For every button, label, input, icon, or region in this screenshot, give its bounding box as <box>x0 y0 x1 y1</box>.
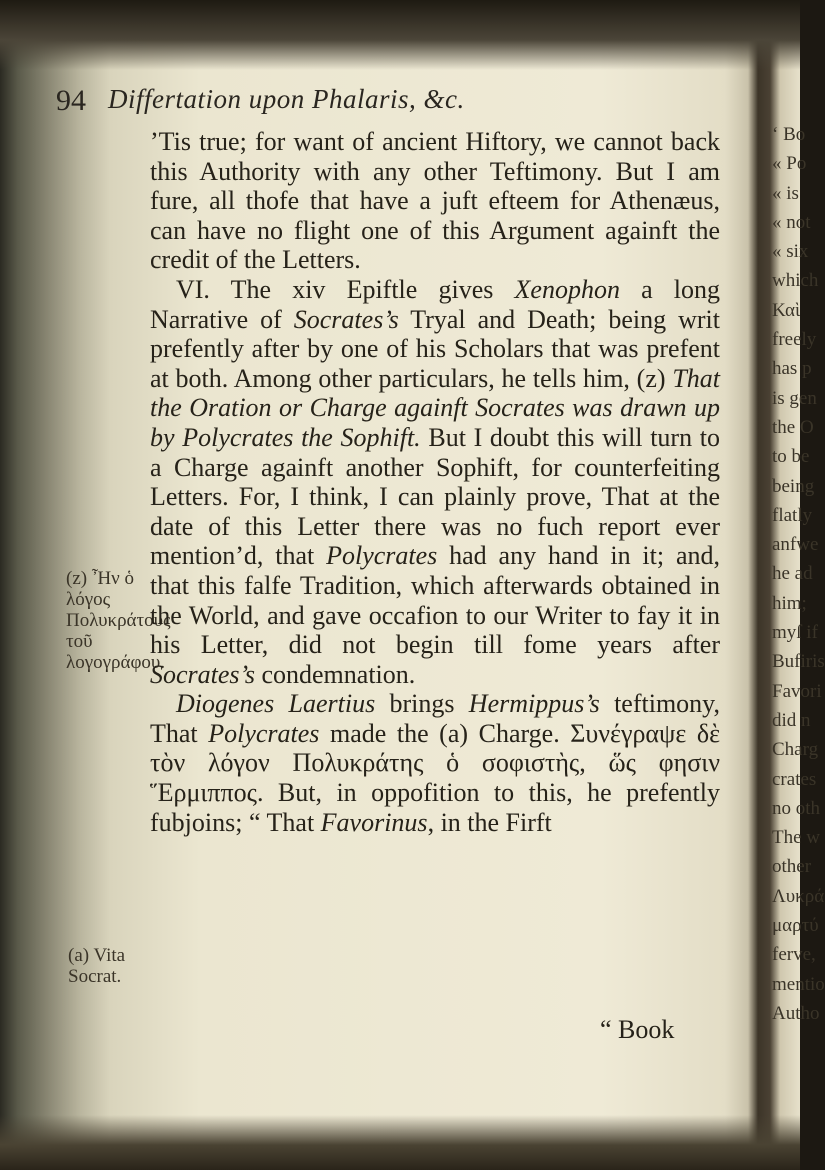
facing-line: he ad <box>772 563 813 585</box>
facing-line: myſ if <box>772 622 818 644</box>
facing-line: ferve, <box>772 944 816 966</box>
text-span: a long Narrative of <box>150 274 721 334</box>
bottom-shadow <box>0 1115 800 1170</box>
facing-line: did n <box>772 709 811 731</box>
facing-line: ‘ Bo <box>772 124 806 145</box>
facing-line: Bufiris <box>772 651 825 673</box>
text-span: VI. The xiv Epiftle gives <box>176 274 515 304</box>
name-xenophon: Xenophon <box>514 274 620 304</box>
name-diogenes: Diogenes Laertius <box>176 689 376 719</box>
margin-note-a: (a) Vita Socrat. <box>68 945 126 987</box>
facing-line: him; <box>772 592 807 614</box>
text-span: , in the Firft <box>427 807 552 837</box>
facing-line: Favori <box>772 680 822 702</box>
facing-line: Charg <box>772 739 819 761</box>
facing-line: mentio <box>772 973 825 995</box>
facing-line: freely <box>772 329 817 351</box>
facing-line: crates <box>772 768 817 790</box>
name-polycrates: Polycrates <box>326 541 438 571</box>
facing-line: the O <box>772 416 814 438</box>
facing-line: flatly <box>772 504 813 526</box>
name-socrates: Socrates’s <box>150 659 255 689</box>
text-span: had any hand in it; and, that this falfe Tradition, which afterwards obtained in the World, and gave occafion to our Writer to fay it in his Letter, did not begin till fome years after <box>150 541 721 660</box>
text-span: made the (a) Charge. Συνέγραψε δὲ τὸν λόγον Πολυκράτης ὁ σοφιστὴς, ὥς φησιν Ἕρμιππος. But, in oppofition to this, he prefently fubjoins; “ That <box>150 718 720 837</box>
facing-line: to be <box>772 446 810 468</box>
name-favorinus: Favorinus <box>320 807 428 837</box>
margin-note-z: (z) Ἦν ὁ λόγος Πολυκράτους τοῦ λογογράφου. <box>66 568 171 673</box>
facing-line: « not <box>772 211 811 233</box>
name-socrates: Socrates’s <box>293 304 399 334</box>
paragraph-2 <box>150 275 720 689</box>
text-span: Tryal and Death; being writ prefently after by one of his Scholars that was prefent at both. Among other particulars, he tells him, (z) <box>150 304 720 393</box>
facing-line: being <box>772 475 815 497</box>
catchword: “ Book <box>600 1015 675 1044</box>
facing-line: is gen <box>772 387 817 409</box>
main-text <box>150 127 720 837</box>
facing-line: « is <box>772 182 799 204</box>
facing-line: anfwe <box>772 534 819 556</box>
page-number: 94 <box>56 84 86 117</box>
facing-line: The w <box>772 827 821 849</box>
text-span: But I doubt this will turn to a Charge againft another Sophift, for counterfeiting Letters. For, I think, I can plainly prove, That at the date of this Letter there was no fuch report ever mention’d, that <box>150 422 720 571</box>
name-hermippus: Hermippus’s <box>468 689 600 719</box>
facing-line: which <box>772 270 819 292</box>
facing-line: Καὶ <box>772 299 801 321</box>
facing-line: has p <box>772 358 812 380</box>
text-span: teftimony, That <box>150 689 720 748</box>
facing-line: other <box>772 856 812 878</box>
facing-line: Autho <box>772 1002 820 1024</box>
facing-line: « six <box>772 241 809 263</box>
facing-line: Λυκρά <box>772 885 825 907</box>
facing-line: no oth <box>772 797 821 819</box>
running-head: Differtation upon Phalaris, &c. <box>108 84 465 114</box>
name-polycrates: Polycrates <box>208 718 320 748</box>
facing-line: « Po <box>772 153 807 175</box>
facing-page-edge <box>772 120 825 1060</box>
paragraph-1: ’Tis true; for want of ancient Hiftory, we cannot back this Authority with any other Teftimony. But I am fure, all thofe that have a juft efteem for Athenæus, can have no flight one of this Argument againft the credit of the Letters. <box>150 127 720 275</box>
facing-line: μαρτύ <box>772 915 819 937</box>
paragraph-3 <box>150 689 720 837</box>
quoted-charge: That the Oration or Charge againft Socrates was drawn up by Polycrates the Sophift. <box>150 363 720 452</box>
text-span: condemnation. <box>254 659 416 689</box>
text-span: brings <box>375 689 469 719</box>
page-header <box>0 72 760 122</box>
